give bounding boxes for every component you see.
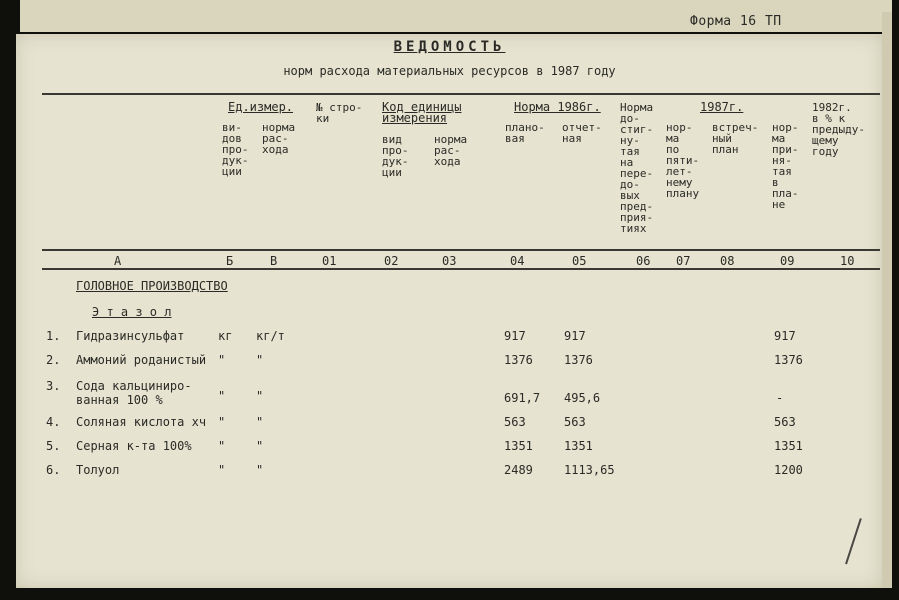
row-reported: 563: [564, 415, 586, 429]
header-code-group: Код единицы измерения: [382, 100, 462, 125]
header-unit-kind: ви- дов про- дук- ции: [222, 121, 249, 178]
row-number: 2.: [46, 353, 61, 367]
col-code: 07: [676, 254, 691, 268]
row-name: Гидразинсульфат: [76, 329, 185, 343]
col-code: В: [270, 254, 278, 268]
col-code: Б: [226, 254, 234, 268]
row-number: 4.: [46, 415, 61, 429]
header-code-kind: вид про- дук- ции: [382, 133, 409, 179]
row-reported: 917: [564, 329, 586, 343]
header-reported: отчет- ная: [562, 121, 602, 145]
document-title: [0, 39, 899, 55]
row-unit-norm: кг/т: [256, 329, 285, 343]
header-counter-plan: встреч- ный план: [712, 121, 759, 156]
row-accepted: 1200: [774, 463, 803, 477]
row-reported: 1376: [564, 353, 593, 367]
row-unit-kind: ": [218, 389, 226, 403]
row-reported: 1351: [564, 439, 593, 453]
document-subtitle: норм расхода материальных ресурсов в 1987 году: [283, 64, 616, 78]
row-planned: 917: [504, 329, 526, 343]
table-top-rule: [42, 93, 880, 95]
row-unit-kind: ": [218, 353, 226, 367]
header-norm1986-group: Норма 1986г.: [514, 100, 601, 114]
header-row-no: № стро- ки: [316, 101, 363, 125]
section-heading: ГОЛОВНОЕ ПРОИЗВОДСТВО: [76, 279, 228, 293]
row-unit-norm: ": [256, 415, 264, 429]
row-unit-kind: ": [218, 439, 226, 453]
header-unit-group: Ед.измер.: [228, 100, 294, 114]
row-number: 5.: [46, 439, 61, 453]
row-unit-norm: ": [256, 463, 264, 477]
header-unit-norm: норма рас- хода: [262, 121, 296, 156]
header-five-year: нор- ма по пяти- лет- нему плану: [666, 121, 700, 200]
col-code: 04: [510, 254, 525, 268]
row-reported: 1113,65: [564, 463, 615, 477]
codes-bottom-rule: [42, 268, 880, 270]
row-unit-kind: ": [218, 463, 226, 477]
row-name: Серная к-та 100%: [76, 439, 192, 453]
header-bottom-rule: [42, 249, 880, 251]
col-code: 09: [780, 254, 795, 268]
row-name: Сода кальциниро- ванная 100 %: [76, 379, 192, 407]
row-number: 6.: [46, 463, 61, 477]
col-code: 10: [840, 254, 855, 268]
subsection-heading: Э т а з о л: [92, 305, 172, 319]
form-label: Форма 16 ТП: [690, 14, 782, 29]
row-name: Соляная кислота хч: [76, 415, 207, 429]
row-accepted: 1351: [774, 439, 803, 453]
row-unit-norm: ": [256, 353, 264, 367]
row-unit-kind: кг: [218, 329, 233, 343]
row-planned: 1351: [504, 439, 533, 453]
row-unit-norm: ": [256, 439, 264, 453]
col-code: А: [114, 254, 122, 268]
col-code: 01: [322, 254, 337, 268]
row-planned: 2489: [504, 463, 533, 477]
row-accepted: 563: [774, 415, 796, 429]
header-pct-prev: 1982г. в % к предыду- щему году: [812, 101, 865, 158]
row-accepted: 917: [774, 329, 796, 343]
row-unit-norm: ": [256, 389, 264, 403]
row-unit-kind: ": [218, 415, 226, 429]
row-planned: 563: [504, 415, 526, 429]
row-accepted: 1376: [774, 353, 803, 367]
row-number: 1.: [46, 329, 61, 343]
row-name: Толуол: [76, 463, 120, 477]
col-code: 06: [636, 254, 651, 268]
col-code: 05: [572, 254, 587, 268]
row-planned: 1376: [504, 353, 533, 367]
header-accepted: нор- ма при- ня- тая в пла- не: [772, 121, 799, 211]
row-reported: 495,6: [564, 391, 601, 405]
row-planned: 691,7: [504, 391, 541, 405]
header-planned: плано- вая: [505, 121, 545, 145]
row-number: 3.: [46, 379, 61, 393]
header-1987-group: 1987г.: [700, 100, 744, 114]
row-accepted: -: [776, 391, 784, 405]
header-code-norm: норма рас- хода: [434, 133, 468, 168]
header-achieved: Норма до- стиг- ну- тая на пере- до- вых пред- прия- тиях: [620, 101, 654, 235]
title-text: ВЕДОМОСТЬ: [393, 39, 506, 55]
col-code: 02: [384, 254, 399, 268]
col-code: 03: [442, 254, 457, 268]
col-code: 08: [720, 254, 735, 268]
row-name: Аммоний роданистый: [76, 353, 207, 367]
binding-edge: [882, 12, 892, 588]
